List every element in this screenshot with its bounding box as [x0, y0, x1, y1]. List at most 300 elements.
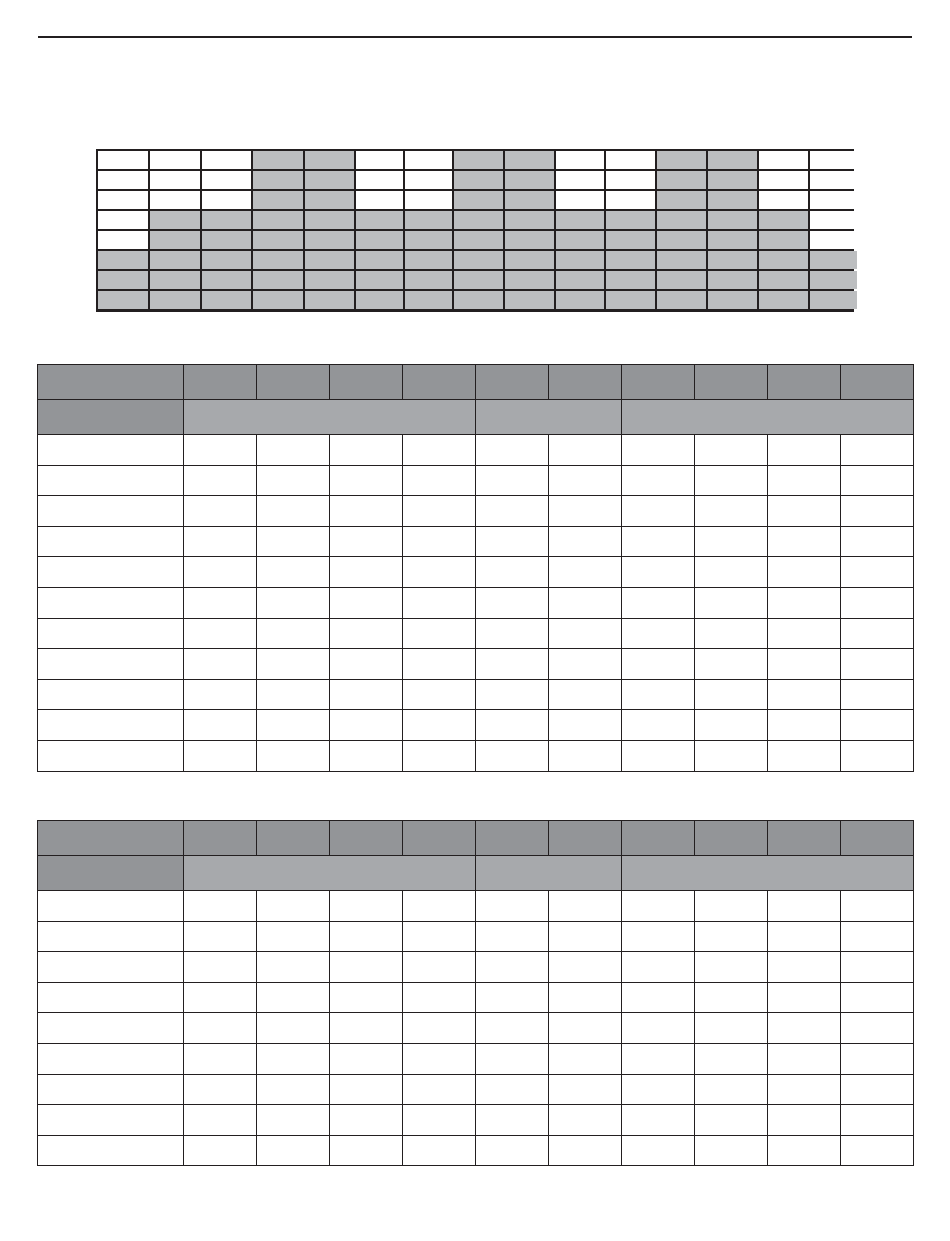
table-cell: [184, 710, 257, 741]
table-cell: [476, 435, 549, 466]
table-cell: [768, 465, 841, 496]
table-cell: [38, 1043, 184, 1074]
table-row: [38, 740, 914, 771]
table-cell: [38, 435, 184, 466]
pattern-cell-shaded: [356, 271, 403, 289]
table-cell: [257, 435, 330, 466]
table-cell: [695, 649, 768, 680]
blank-table-2: [37, 820, 914, 1166]
table-cell: [38, 1074, 184, 1105]
table-cell: [768, 891, 841, 922]
table-cell: [38, 618, 184, 649]
table-cell: [768, 435, 841, 466]
table-cell: [257, 557, 330, 588]
header-cell: [184, 821, 257, 856]
pattern-cell-shaded: [556, 251, 604, 269]
header-row: [38, 365, 914, 400]
header-cell: [38, 821, 184, 856]
pattern-cell-shaded: [253, 291, 303, 309]
table-cell: [184, 587, 257, 618]
pattern-cell-blank: [405, 191, 452, 209]
table-cell: [257, 952, 330, 983]
pattern-cell-shaded: [505, 291, 554, 309]
pattern-cell-shaded: [505, 231, 554, 249]
table-cell: [403, 1135, 476, 1166]
table-cell: [622, 465, 695, 496]
table-cell: [257, 1074, 330, 1105]
table-cell: [622, 679, 695, 710]
pattern-cell-shaded: [606, 231, 655, 249]
pattern-cell-shaded: [708, 171, 757, 189]
table-cell: [38, 496, 184, 527]
table-cell: [549, 465, 622, 496]
header-cell: [841, 821, 914, 856]
pattern-cell-shaded: [810, 291, 857, 309]
table-cell: [768, 679, 841, 710]
table-cell: [38, 710, 184, 741]
table-cell: [841, 1074, 914, 1105]
table-cell: [184, 649, 257, 680]
pattern-cell-shaded: [505, 271, 554, 289]
pattern-cell-shaded: [305, 151, 354, 169]
table-cell: [476, 982, 549, 1013]
pattern-cell-shaded: [98, 251, 148, 269]
header-cell: [768, 365, 841, 400]
table-cell: [330, 740, 403, 771]
table-cell: [184, 982, 257, 1013]
table-cell: [695, 557, 768, 588]
table-cell: [476, 526, 549, 557]
table-body: [38, 821, 914, 1166]
table-body: [38, 365, 914, 772]
table-cell: [768, 587, 841, 618]
table-cell: [330, 1105, 403, 1136]
header-cell: [38, 400, 184, 435]
table-cell: [257, 679, 330, 710]
pattern-cell-shaded: [405, 291, 452, 309]
table-cell: [403, 526, 476, 557]
table-cell: [841, 618, 914, 649]
header-cell: [549, 365, 622, 400]
table-cell: [841, 1013, 914, 1044]
table-cell: [38, 740, 184, 771]
pattern-cell-shaded: [150, 231, 200, 249]
table-row: [38, 526, 914, 557]
pattern-cell-shaded: [405, 271, 452, 289]
group-header-row: [38, 856, 914, 891]
pattern-cell-shaded: [505, 211, 554, 229]
pattern-cell-shaded: [759, 271, 808, 289]
table-cell: [476, 1013, 549, 1044]
table-cell: [476, 1043, 549, 1074]
table-cell: [841, 1135, 914, 1166]
table-cell: [622, 1074, 695, 1105]
pattern-cell-shaded: [305, 271, 354, 289]
table-cell: [403, 921, 476, 952]
table-cell: [257, 465, 330, 496]
table-cell: [549, 921, 622, 952]
table-cell: [622, 891, 695, 922]
pattern-cell-shaded: [505, 191, 554, 209]
pattern-cell-shaded: [454, 151, 503, 169]
pattern-cell-shaded: [405, 211, 452, 229]
table-row: [38, 557, 914, 588]
table-cell: [330, 618, 403, 649]
table-cell: [695, 1135, 768, 1166]
table-cell: [38, 1135, 184, 1166]
header-cell: [330, 365, 403, 400]
table-cell: [768, 1105, 841, 1136]
pattern-cell-shaded: [606, 211, 655, 229]
pattern-cell-shaded: [150, 291, 200, 309]
table-cell: [184, 526, 257, 557]
header-cell: [184, 365, 257, 400]
table-cell: [695, 435, 768, 466]
table-cell: [476, 557, 549, 588]
table-cell: [549, 587, 622, 618]
table-cell: [841, 465, 914, 496]
pattern-cell-shaded: [505, 251, 554, 269]
table-cell: [841, 1105, 914, 1136]
pattern-cell-shaded: [253, 171, 303, 189]
table-cell: [403, 557, 476, 588]
table-cell: [622, 982, 695, 1013]
table-cell: [549, 496, 622, 527]
table-cell: [549, 1105, 622, 1136]
pattern-cell-blank: [202, 151, 251, 169]
table-cell: [184, 435, 257, 466]
table-cell: [622, 435, 695, 466]
header-cell: [330, 821, 403, 856]
table-cell: [38, 891, 184, 922]
pattern-cell-blank: [356, 191, 403, 209]
table-cell: [403, 740, 476, 771]
table-cell: [330, 982, 403, 1013]
table-cell: [403, 1043, 476, 1074]
table-cell: [622, 618, 695, 649]
table-cell: [549, 1135, 622, 1166]
table-cell: [476, 1074, 549, 1105]
table-cell: [841, 649, 914, 680]
table-cell: [549, 740, 622, 771]
pattern-cell-shaded: [356, 231, 403, 249]
table-cell: [403, 587, 476, 618]
table-cell: [184, 557, 257, 588]
pattern-cell-shaded: [759, 231, 808, 249]
pattern-cell-shaded: [454, 231, 503, 249]
table-cell: [622, 1105, 695, 1136]
pattern-cell-shaded: [305, 171, 354, 189]
table-row: [38, 710, 914, 741]
pattern-cell-shaded: [657, 231, 706, 249]
table-row: [38, 921, 914, 952]
pattern-cell-shaded: [202, 231, 251, 249]
pattern-cell-blank: [98, 171, 148, 189]
table-cell: [695, 496, 768, 527]
table-cell: [476, 1135, 549, 1166]
table-cell: [549, 1043, 622, 1074]
table-cell: [622, 1043, 695, 1074]
table-cell: [768, 710, 841, 741]
pattern-cell-shaded: [253, 231, 303, 249]
pattern-cell-blank: [810, 151, 857, 169]
table-cell: [622, 1135, 695, 1166]
table-cell: [403, 952, 476, 983]
header-cell: [403, 365, 476, 400]
table-cell: [403, 618, 476, 649]
table-cell: [403, 496, 476, 527]
table-row: [38, 1013, 914, 1044]
pattern-cell-shaded: [657, 171, 706, 189]
table-cell: [622, 710, 695, 741]
table-cell: [768, 526, 841, 557]
table-cell: [841, 435, 914, 466]
table-cell: [330, 1043, 403, 1074]
table-cell: [549, 557, 622, 588]
pattern-cell-shaded: [759, 251, 808, 269]
table-cell: [257, 649, 330, 680]
table-cell: [184, 618, 257, 649]
header-cell: [403, 821, 476, 856]
table-cell: [549, 1013, 622, 1044]
header-cell: [257, 821, 330, 856]
merged-header-cell: [476, 856, 622, 891]
table-cell: [330, 587, 403, 618]
table-cell: [695, 982, 768, 1013]
table-cell: [622, 952, 695, 983]
table-cell: [257, 587, 330, 618]
table-cell: [330, 465, 403, 496]
table-cell: [38, 982, 184, 1013]
pattern-cell-blank: [556, 151, 604, 169]
header-cell: [476, 365, 549, 400]
group-header-row: [38, 400, 914, 435]
blank-table-1: [37, 364, 914, 772]
pattern-cell-blank: [202, 171, 251, 189]
table-cell: [330, 891, 403, 922]
merged-header-cell: [184, 400, 476, 435]
pattern-cell-blank: [150, 171, 200, 189]
table-cell: [549, 649, 622, 680]
table-cell: [476, 679, 549, 710]
pattern-cell-shaded: [202, 271, 251, 289]
table-cell: [38, 1013, 184, 1044]
table-cell: [622, 496, 695, 527]
table-cell: [622, 921, 695, 952]
table-cell: [257, 618, 330, 649]
table-cell: [257, 1135, 330, 1166]
table-cell: [695, 1043, 768, 1074]
table-cell: [841, 982, 914, 1013]
table-cell: [549, 952, 622, 983]
header-cell: [841, 365, 914, 400]
table-cell: [38, 526, 184, 557]
pattern-cell-shaded: [202, 291, 251, 309]
pattern-cell-shaded: [657, 211, 706, 229]
table-cell: [695, 1105, 768, 1136]
table-cell: [403, 679, 476, 710]
table-cell: [476, 465, 549, 496]
table-cell: [330, 1074, 403, 1105]
table-cell: [622, 557, 695, 588]
pattern-cell-blank: [810, 191, 857, 209]
table-cell: [768, 1074, 841, 1105]
table-cell: [841, 891, 914, 922]
table-cell: [768, 1135, 841, 1166]
header-cell: [476, 821, 549, 856]
table-cell: [330, 496, 403, 527]
header-cell: [622, 821, 695, 856]
pattern-cell-shaded: [556, 291, 604, 309]
table-cell: [257, 1105, 330, 1136]
table-cell: [38, 557, 184, 588]
pattern-cell-shaded: [454, 251, 503, 269]
pattern-cell-shaded: [657, 251, 706, 269]
table-row: [38, 435, 914, 466]
table-cell: [695, 891, 768, 922]
pattern-cell-blank: [98, 231, 148, 249]
table-cell: [476, 1105, 549, 1136]
table-cell: [622, 587, 695, 618]
pattern-cell-shaded: [759, 291, 808, 309]
table-cell: [38, 1105, 184, 1136]
pattern-cell-shaded: [305, 231, 354, 249]
table-cell: [841, 1043, 914, 1074]
table-cell: [841, 496, 914, 527]
table-cell: [841, 952, 914, 983]
pattern-cell-blank: [810, 171, 857, 189]
pattern-cell-blank: [606, 191, 655, 209]
pattern-cell-shaded: [556, 211, 604, 229]
table-cell: [549, 891, 622, 922]
pattern-cell-shaded: [657, 271, 706, 289]
pattern-cell-blank: [759, 151, 808, 169]
table-row: [38, 1105, 914, 1136]
header-cell: [257, 365, 330, 400]
pattern-cell-shaded: [708, 151, 757, 169]
table-cell: [330, 1013, 403, 1044]
table-cell: [695, 952, 768, 983]
table-cell: [184, 891, 257, 922]
table-row: [38, 465, 914, 496]
pattern-cell-shaded: [657, 151, 706, 169]
pattern-cell-shaded: [657, 191, 706, 209]
table-cell: [476, 952, 549, 983]
table-cell: [695, 740, 768, 771]
table-cell: [330, 679, 403, 710]
pattern-cell-blank: [356, 171, 403, 189]
pattern-cell-shaded: [759, 211, 808, 229]
pattern-cell-blank: [556, 191, 604, 209]
table-cell: [403, 1013, 476, 1044]
table-cell: [476, 740, 549, 771]
pattern-cell-shaded: [657, 291, 706, 309]
merged-header-cell: [184, 856, 476, 891]
table-cell: [476, 891, 549, 922]
pattern-cell-shaded: [405, 251, 452, 269]
table-cell: [184, 1043, 257, 1074]
table-cell: [403, 1105, 476, 1136]
table-cell: [549, 679, 622, 710]
table-cell: [841, 921, 914, 952]
table-cell: [768, 496, 841, 527]
pattern-cell-shaded: [356, 251, 403, 269]
table-cell: [184, 465, 257, 496]
table-cell: [695, 526, 768, 557]
header-cell: [695, 365, 768, 400]
table-cell: [257, 526, 330, 557]
table-cell: [38, 587, 184, 618]
table-cell: [184, 952, 257, 983]
table-cell: [257, 921, 330, 952]
table-cell: [768, 1043, 841, 1074]
table-cell: [184, 1074, 257, 1105]
pattern-cell-shaded: [810, 271, 857, 289]
pattern-cell-shaded: [556, 271, 604, 289]
table-cell: [841, 557, 914, 588]
table-row: [38, 1074, 914, 1105]
table-row: [38, 982, 914, 1013]
table-cell: [184, 496, 257, 527]
table-cell: [257, 1043, 330, 1074]
table-cell: [330, 710, 403, 741]
table-cell: [622, 740, 695, 771]
merged-header-cell: [622, 856, 914, 891]
pattern-cell-shaded: [253, 271, 303, 289]
table-cell: [549, 982, 622, 1013]
pattern-cell-blank: [556, 171, 604, 189]
pattern-cell-shaded: [202, 211, 251, 229]
table-row: [38, 952, 914, 983]
table-cell: [695, 921, 768, 952]
table-cell: [549, 435, 622, 466]
pattern-cell-shaded: [708, 211, 757, 229]
table-cell: [184, 679, 257, 710]
pattern-cell-blank: [759, 191, 808, 209]
table-cell: [695, 679, 768, 710]
table-cell: [841, 679, 914, 710]
table-cell: [695, 587, 768, 618]
pattern-cell-shaded: [606, 291, 655, 309]
table-cell: [549, 710, 622, 741]
table-cell: [476, 649, 549, 680]
table-cell: [622, 1013, 695, 1044]
table-cell: [38, 649, 184, 680]
table-row: [38, 1043, 914, 1074]
top-rule: [38, 36, 912, 38]
table-cell: [476, 618, 549, 649]
table-cell: [330, 557, 403, 588]
pattern-cell-shaded: [454, 271, 503, 289]
table-cell: [549, 1074, 622, 1105]
header-row: [38, 821, 914, 856]
table-cell: [622, 526, 695, 557]
table-cell: [257, 740, 330, 771]
table-cell: [184, 1135, 257, 1166]
table-cell: [184, 740, 257, 771]
table-cell: [403, 465, 476, 496]
table-cell: [695, 618, 768, 649]
merged-header-cell: [476, 400, 622, 435]
pattern-cell-shaded: [305, 251, 354, 269]
table-cell: [695, 710, 768, 741]
table-cell: [476, 710, 549, 741]
pattern-cell-shaded: [606, 271, 655, 289]
pattern-cell-shaded: [708, 251, 757, 269]
pattern-cell-shaded: [454, 171, 503, 189]
pattern-cell-shaded: [305, 191, 354, 209]
table-cell: [476, 587, 549, 618]
